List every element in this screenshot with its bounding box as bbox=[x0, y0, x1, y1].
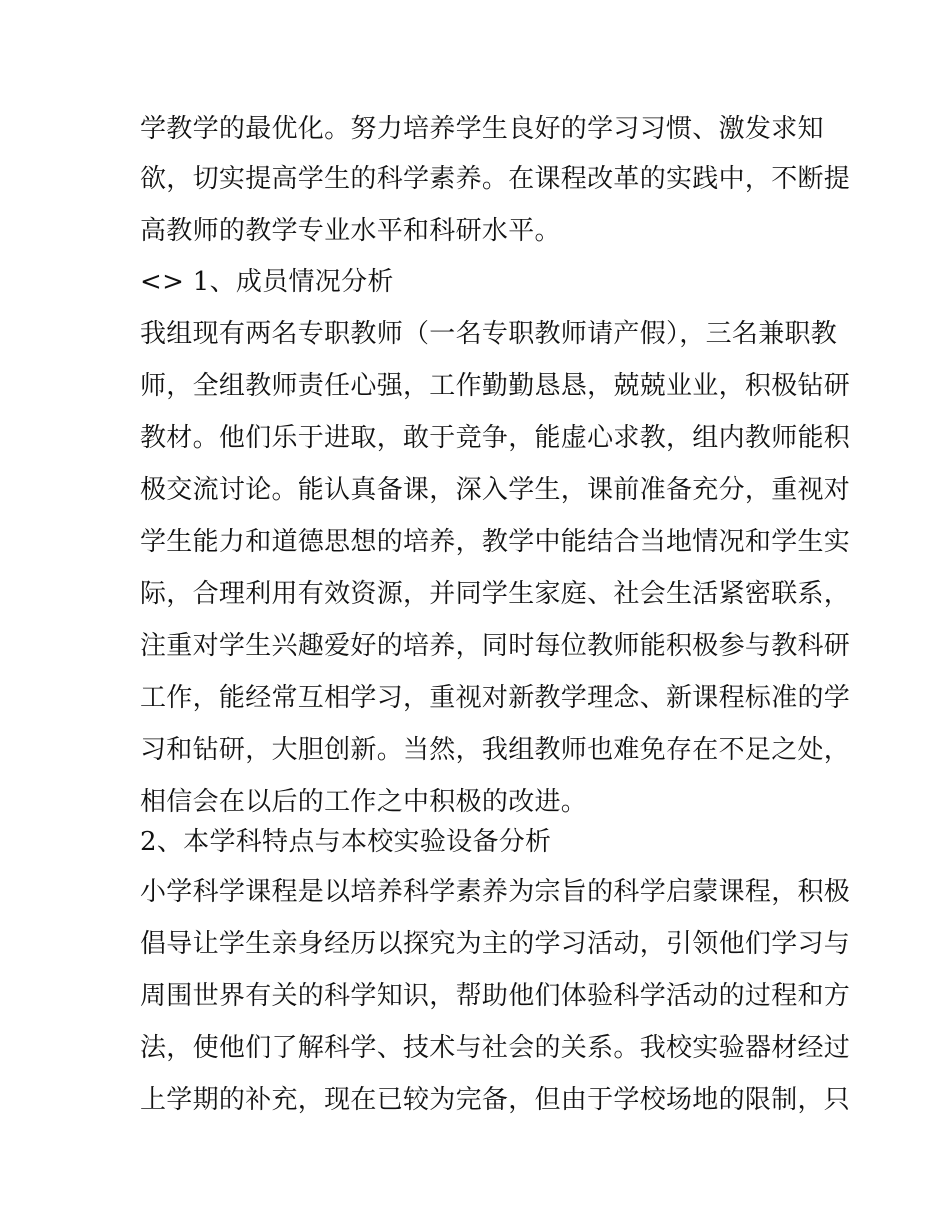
text-line: 极交流讨论。能认真备课，深入学生，课前准备充分，重视对 bbox=[140, 475, 851, 505]
text-line: 注重对学生兴趣爱好的培养，同时每位教师能积极参与教科研 bbox=[140, 631, 851, 661]
text-line: 周围世界有关的科学知识，帮助他们体验科学活动的过程和方 bbox=[140, 981, 851, 1011]
text-line: 际，合理利用有效资源，并同学生家庭、社会生活紧密联系， bbox=[140, 579, 851, 609]
text-line: 习和钻研，大胆创新。当然，我组教师也难免存在不足之处， bbox=[140, 735, 851, 765]
text-line: 教材。他们乐于进取，敢于竞争，能虚心求教，组内教师能积 bbox=[140, 423, 851, 453]
text-line: 学教学的最优化。努力培养学生良好的学习习惯、激发求知 bbox=[140, 114, 824, 144]
text-line: 相信会在以后的工作之中积极的改进。 bbox=[140, 787, 588, 817]
text-line: 小学科学课程是以培养科学素养为宗旨的科学启蒙课程，积极 bbox=[140, 877, 851, 907]
text-line: 工作，能经常互相学习，重视对新教学理念、新课程标准的学 bbox=[140, 683, 851, 713]
text-line: 我组现有两名专职教师（一名专职教师请产假），三名兼职教 bbox=[140, 319, 838, 349]
text-line: 法，使他们了解科学、技术与社会的关系。我校实验器材经过 bbox=[140, 1033, 851, 1063]
section-heading-members: <> 1、成员情况分析 bbox=[140, 267, 394, 297]
text-line: 欲，切实提高学生的科学素养。在课程改革的实践中，不断提 bbox=[140, 164, 851, 194]
text-line: 学生能力和道德思想的培养，教学中能结合当地情况和学生实 bbox=[140, 527, 851, 557]
text-line: 上学期的补充，现在已较为完备，但由于学校场地的限制，只 bbox=[140, 1085, 851, 1115]
section-heading-subject: 2、本学科特点与本校实验设备分析 bbox=[140, 827, 552, 857]
text-line: 高教师的教学专业水平和科研水平。 bbox=[140, 216, 561, 246]
text-line: 师，全组教师责任心强，工作勤勤恳恳，兢兢业业，积极钻研 bbox=[140, 371, 851, 401]
text-line: 倡导让学生亲身经历以探究为主的学习活动，引领他们学习与 bbox=[140, 929, 851, 959]
